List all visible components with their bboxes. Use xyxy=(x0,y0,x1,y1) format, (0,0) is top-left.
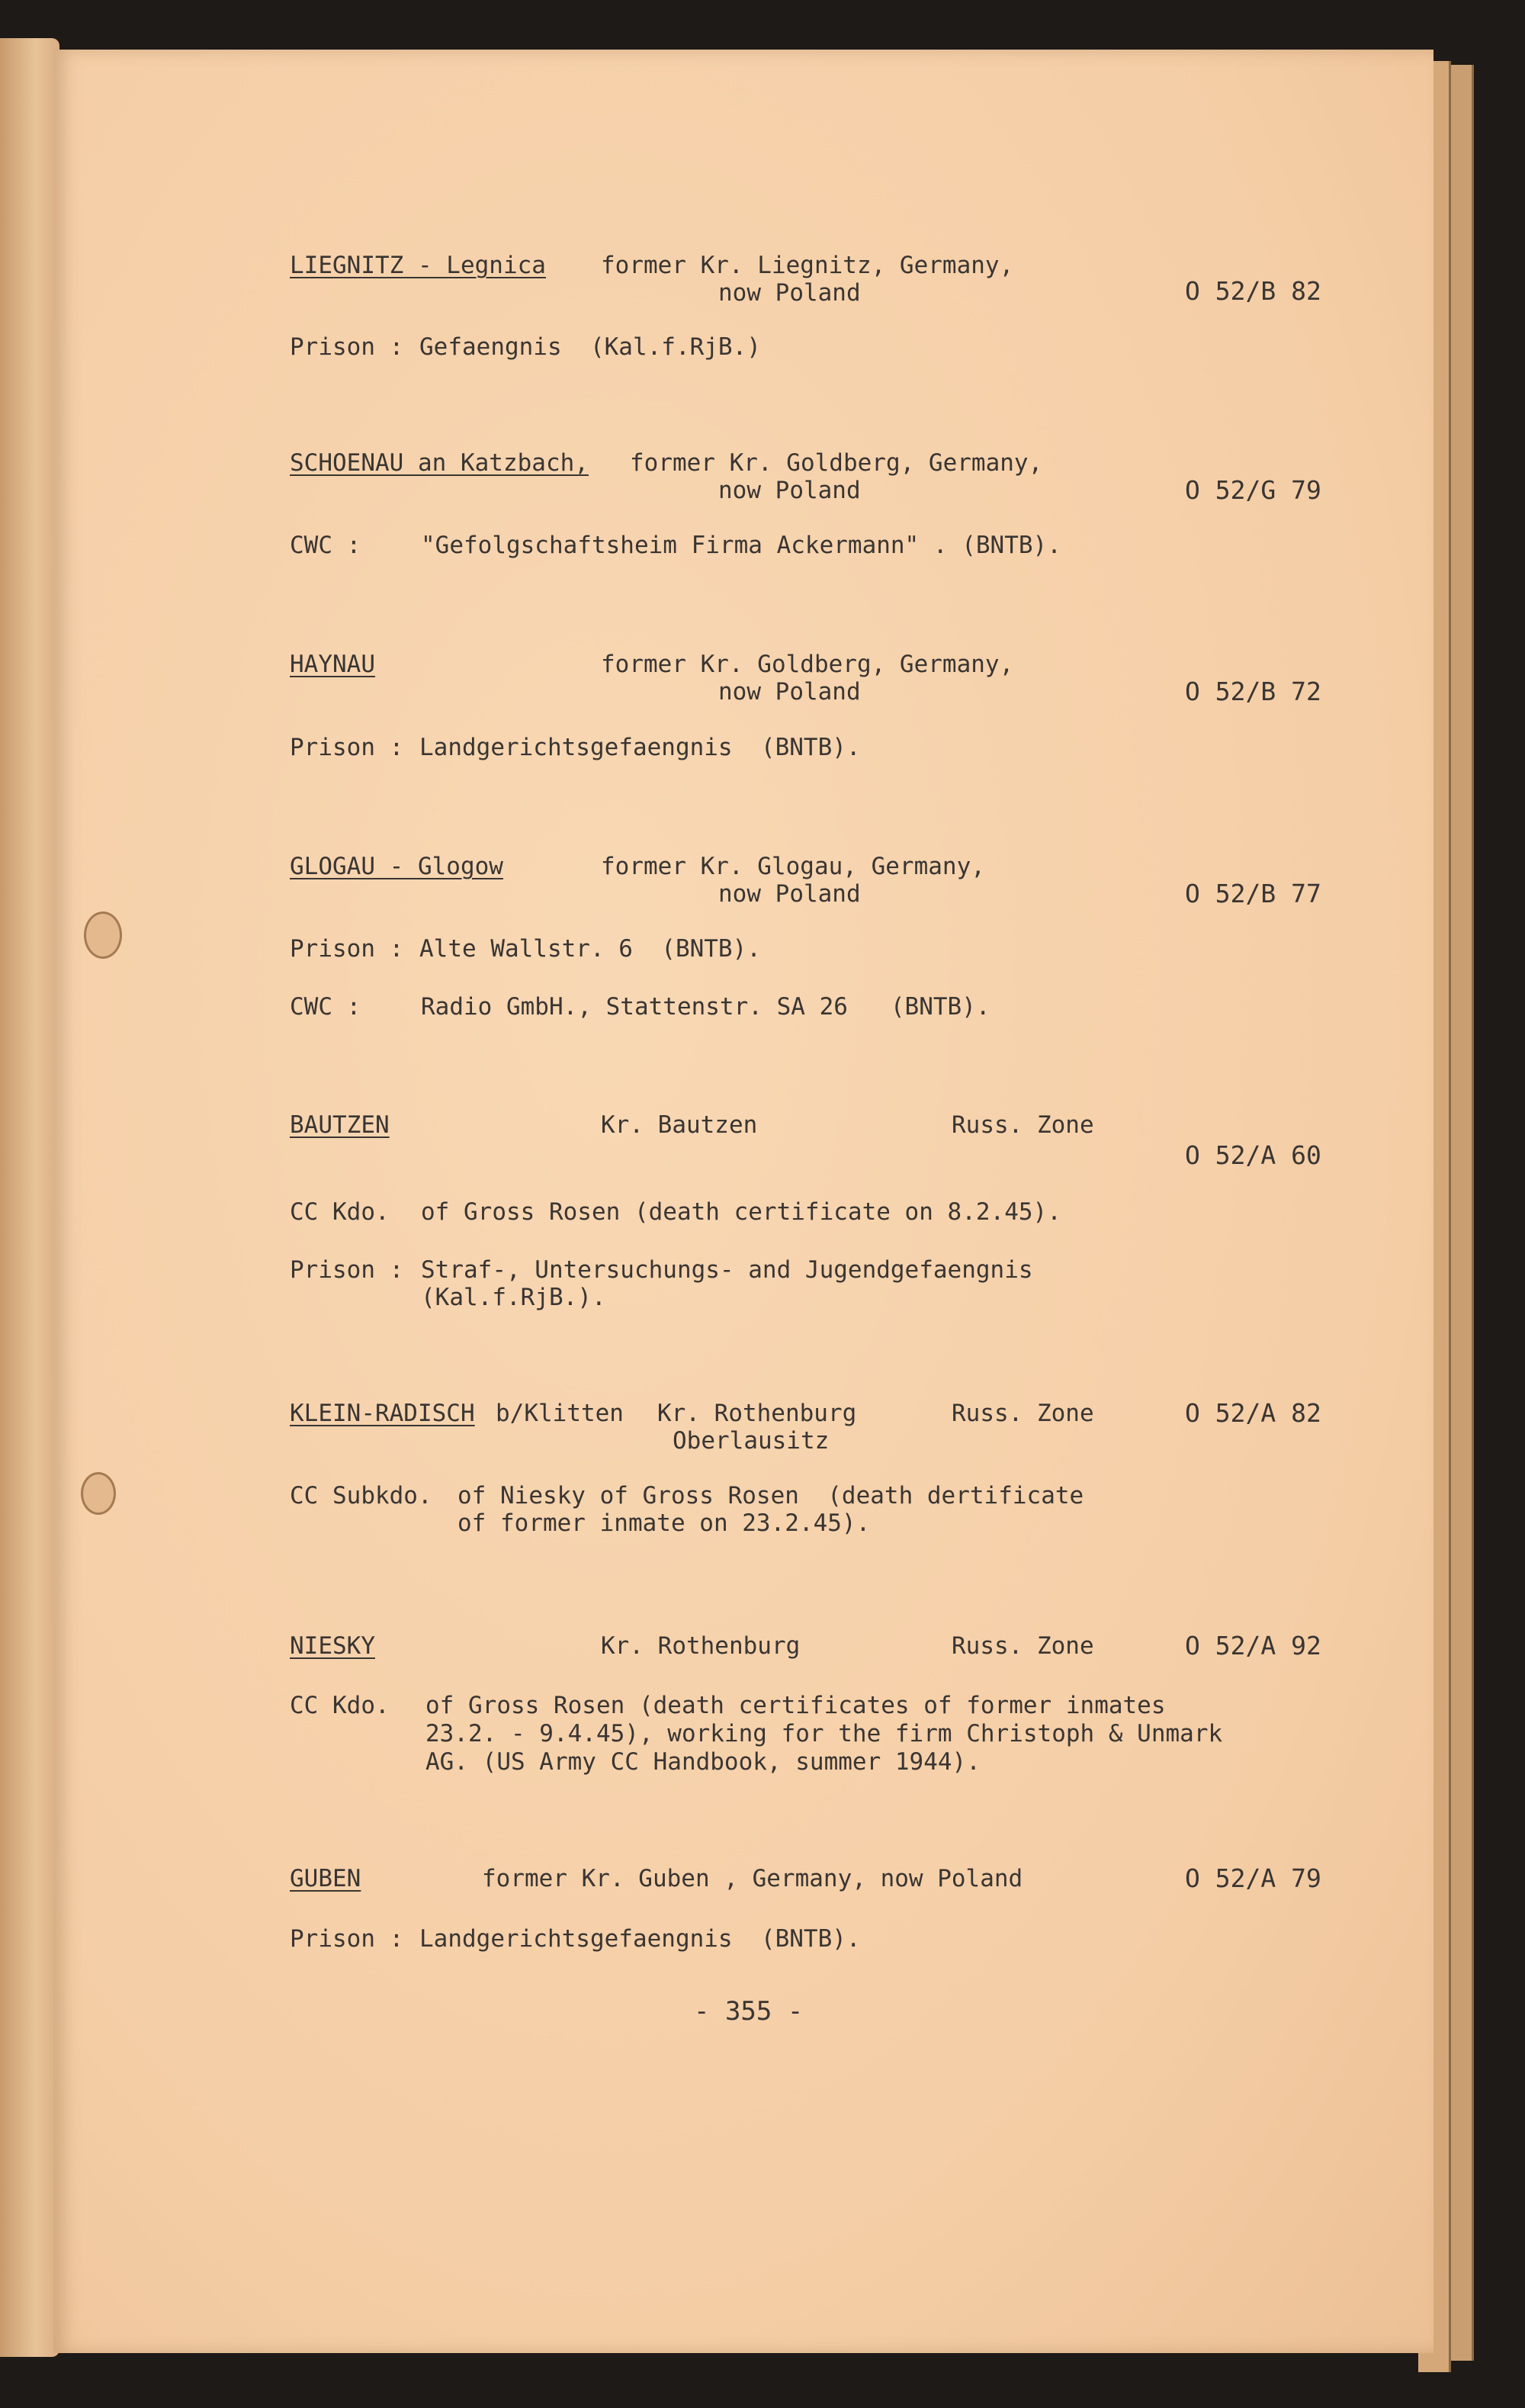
item-text: of former inmate on 23.2.45). xyxy=(458,1509,871,1537)
entry-location: now Poland xyxy=(718,678,861,706)
entry-place: GUBEN xyxy=(290,1865,361,1892)
item-text: Alte Wallstr. 6 (BNTB). xyxy=(419,935,761,963)
entry-place: BAUTZEN xyxy=(290,1111,390,1139)
entry-place: KLEIN-RADISCH xyxy=(290,1400,475,1427)
binding-hole-icon xyxy=(81,1472,116,1515)
entry-location: former Kr. Liegnitz, Germany, xyxy=(601,252,1014,279)
item-label: Prison : xyxy=(290,935,404,963)
entry-district: Kr. Rothenburg xyxy=(657,1400,857,1427)
item-label: CC Subkdo. xyxy=(290,1482,432,1509)
entry-place: NIESKY xyxy=(290,1632,375,1660)
entry-reference: O 52/G 79 xyxy=(1185,475,1321,505)
item-text: Straf-, Untersuchungs- and Jugendgefaengnis xyxy=(421,1256,1033,1284)
item-text: Gefaengnis (Kal.f.RjB.) xyxy=(419,333,761,361)
item-label: CWC : xyxy=(290,532,361,559)
entry-reference: O 52/A 79 xyxy=(1185,1863,1321,1893)
entry-location: now Poland xyxy=(718,477,861,504)
item-text: AG. (US Army CC Handbook, summer 1944). xyxy=(425,1748,981,1776)
entry-place-suffix: b/Klitten xyxy=(496,1400,624,1427)
entry-reference: O 52/B 82 xyxy=(1185,276,1321,306)
entry-district: Oberlausitz xyxy=(673,1427,830,1455)
item-text: (Kal.f.RjB.). xyxy=(421,1284,606,1311)
item-text: Landgerichtsgefaengnis (BNTB). xyxy=(419,734,861,761)
item-label: Prison : xyxy=(290,333,404,361)
item-text: of Niesky of Gross Rosen (death dertificate xyxy=(458,1482,1084,1509)
entry-location: now Poland xyxy=(718,880,861,908)
item-text: of Gross Rosen (death certificate on 8.2.45). xyxy=(421,1198,1061,1226)
entry-location: former Kr. Goldberg, Germany, xyxy=(601,651,1014,678)
entry-place: LIEGNITZ - Legnica xyxy=(290,252,546,279)
document-page xyxy=(53,50,1434,2353)
item-text: Radio GmbH., Stattenstr. SA 26 (BNTB). xyxy=(421,993,990,1021)
entry-place: SCHOENAU an Katzbach, xyxy=(290,449,589,477)
entry-place: HAYNAU xyxy=(290,651,375,678)
entry-place: GLOGAU - Glogow xyxy=(290,853,503,880)
entry-district: Kr. Rothenburg xyxy=(601,1632,801,1660)
page-number: - 355 - xyxy=(694,1996,804,2027)
entry-zone: Russ. Zone xyxy=(952,1400,1094,1427)
entry-reference: O 52/B 77 xyxy=(1185,879,1321,908)
entry-location: former Kr. Goldberg, Germany, xyxy=(630,449,1043,477)
entry-location: former Kr. Guben , Germany, now Poland xyxy=(482,1865,1023,1892)
entry-zone: Russ. Zone xyxy=(952,1111,1094,1139)
entry-reference: O 52/A 60 xyxy=(1185,1140,1321,1170)
entry-reference: O 52/A 92 xyxy=(1185,1631,1321,1661)
item-text: of Gross Rosen (death certificates of former inmates xyxy=(425,1692,1166,1719)
entry-reference: O 52/A 82 xyxy=(1185,1398,1321,1428)
item-label: Prison : xyxy=(290,1256,404,1284)
item-label: Prison : xyxy=(290,734,404,761)
binding-hole-icon xyxy=(84,911,122,959)
item-label: CC Kdo. xyxy=(290,1692,390,1719)
facing-page-edge xyxy=(0,38,59,2357)
item-label: CC Kdo. xyxy=(290,1198,390,1226)
entry-location: now Poland xyxy=(718,279,861,307)
item-label: Prison : xyxy=(290,1925,404,1953)
entry-zone: Russ. Zone xyxy=(952,1632,1094,1660)
entry-district: Kr. Bautzen xyxy=(601,1111,758,1139)
item-label: CWC : xyxy=(290,993,361,1021)
item-text: Landgerichtsgefaengnis (BNTB). xyxy=(419,1925,861,1953)
entry-location: former Kr. Glogau, Germany, xyxy=(601,853,985,880)
entry-reference: O 52/B 72 xyxy=(1185,677,1321,706)
item-text: "Gefolgschaftsheim Firma Ackermann" . (BNTB). xyxy=(421,532,1061,559)
item-text: 23.2. - 9.4.45), working for the firm Christoph & Unmark xyxy=(425,1720,1223,1747)
